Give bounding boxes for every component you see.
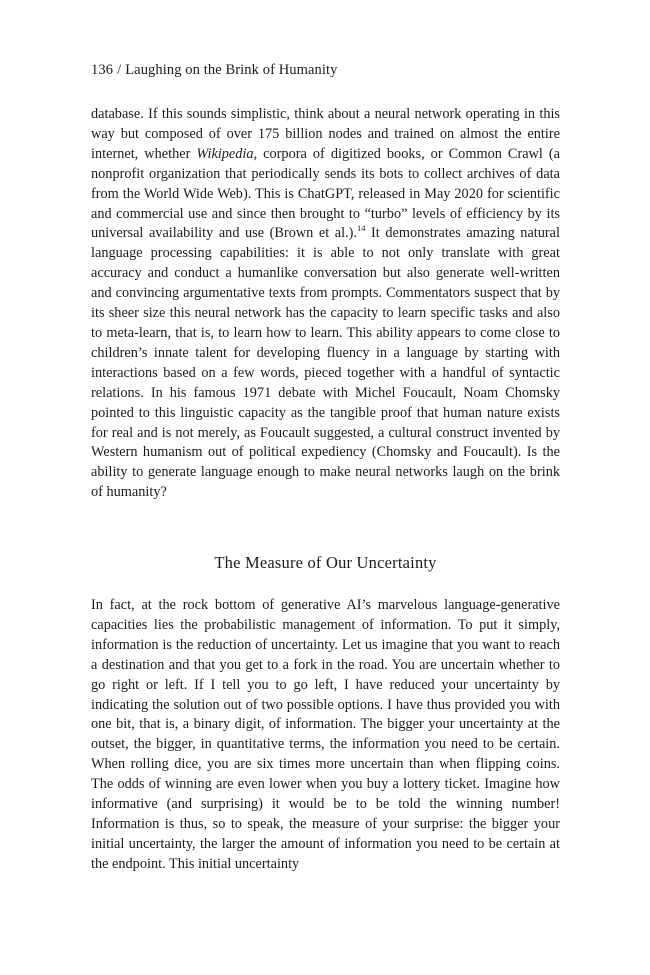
running-head xyxy=(91,62,338,79)
footnote-reference: 14 xyxy=(356,223,366,234)
paragraph-1-part-b: , corpora of digitized books, or Common Crawl (a nonprofit organization that periodically sends its bots to collect archives of data from the World Wide Web). This is ChatGPT, released in May 2020 for scientific and commercial use and since then brought to “turbo” levels of efficiency by its universal availability and use (Brown et al.). xyxy=(91,145,560,242)
paragraph-2-text: In fact, at the rock bottom of generative AI’s marvelous language-generative capacities lies the probabilistic management of information. To put it simply, information is the reduction of uncertainty. Let us imagine that you want to reach a destination and that you get to a fork in the road. You are uncertain whether to go right or left. If I tell you to go left, I have reduced your uncertainty by indicating the solution out of two possible options. I have thus provided you with one bit, that is, a binary digit, of information. The bigger your uncertainty at the outset, the bigger, in quantitative terms, the information you need to be certain. When rolling dice, you are six times more uncertain than when flipping coins. The odds of winning are even lower when you buy a lottery ticket. Imagine how informative (and surprising) it would be to be told the winning number! Information is thus, so to speak, the measure of your surprise: the bigger your initial uncertainty, the larger the amount of information you need to be certain at the endpoint. This initial uncertainty xyxy=(91,597,560,872)
italic-term-wikipedia: Wikipedia xyxy=(196,145,254,162)
paragraph-1-part-a: database. If this sounds simplistic, think about a neural network operating in this way but composed of over 175 billion nodes and trained on almost the entire internet, whether xyxy=(91,106,560,162)
paragraph-1 xyxy=(91,105,560,503)
paragraph-1-text xyxy=(91,105,560,503)
running-head-separator: / xyxy=(117,62,122,78)
section-heading: The Measure of Our Uncertainty xyxy=(214,553,437,572)
page-number: 136 xyxy=(91,62,114,78)
book-title: Laughing on the Brink of Humanity xyxy=(125,62,338,78)
paragraph-1-part-c: It demonstrates amazing natural language processing capabilities: it is able to not only translate with great accuracy and conduct a humanlike conversation but also generate well-written and convincing argumentative texts from prompts. Commentators suspect that by its sheer size this neural network has the capacity to learn specific tasks and also to meta-learn, that is, to learn how to learn. This ability appears to come close to children’s innate talent for developing fluency in a language by starting with interactions based on a few words, pieced together with a handful of syntactic relations. In his famous 1971 debate with Michel Foucault, Noam Chomsky pointed to this linguistic capacity as the tangible proof that human nature exists for real and is not merely, as Foucault suggested, a cultural construct invented by Western humanism out of political expediency (Chomsky and Foucault). Is the ability to generate language enough to make neural networks laugh on the brink of humanity? xyxy=(91,225,560,501)
paragraph-2 xyxy=(91,596,560,875)
